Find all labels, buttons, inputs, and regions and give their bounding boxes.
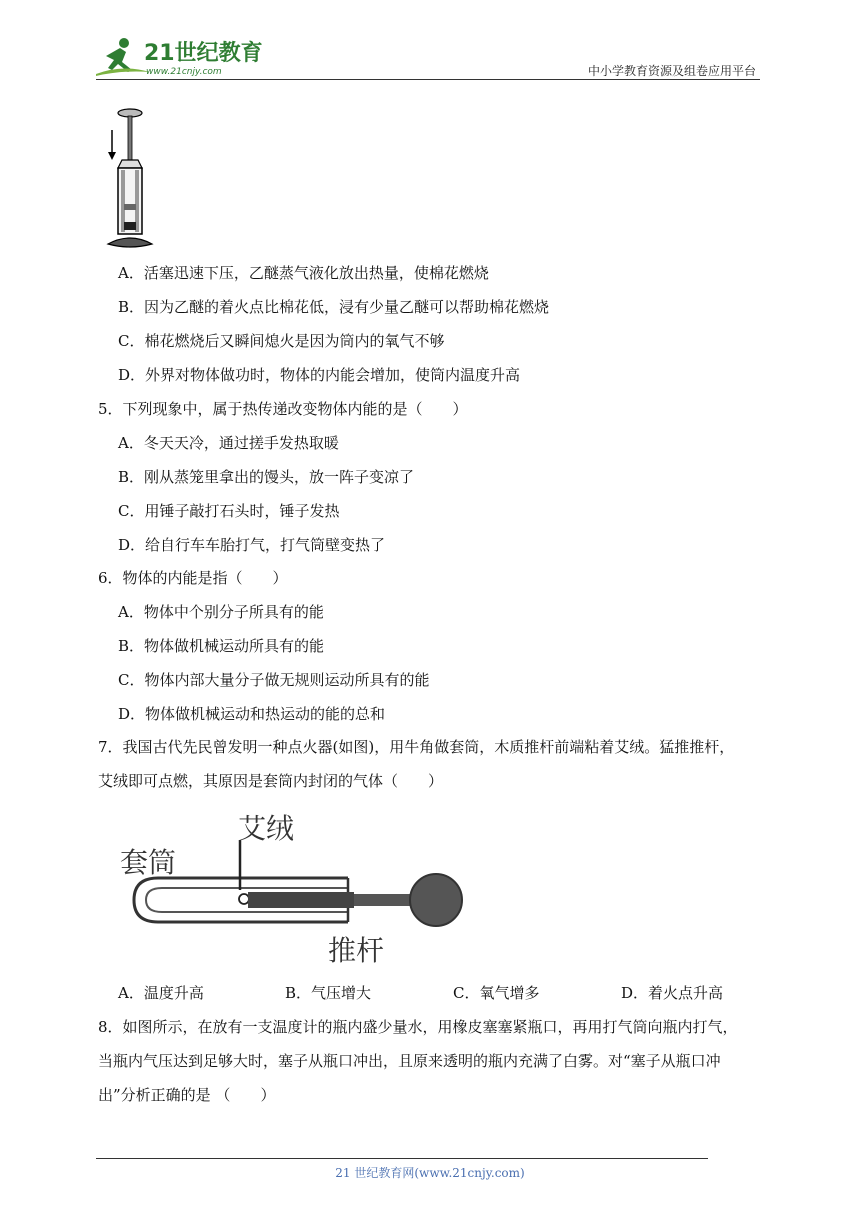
q5-option-c: C．用锤子敲打石头时，锤子发热 — [118, 502, 340, 520]
q5-option-b: B．刚从蒸笼里拿出的馒头，放一阵子变凉了 — [118, 468, 415, 486]
q5-option-a: A．冬天天冷，通过搓手发热取暖 — [118, 434, 339, 452]
q6-option-b: B．物体做机械运动所具有的能 — [118, 637, 325, 655]
q8-stem-line2: 当瓶内气压达到足够大时，塞子从瓶口冲出，且原来透明的瓶内充满了白雾。对“塞子从瓶口冲 — [98, 1052, 721, 1070]
header-divider — [96, 79, 760, 80]
q4-option-a: A．活塞迅速下压，乙醚蒸气液化放出热量，使棉花燃烧 — [118, 264, 489, 282]
q5-option-d: D．给自行车车胎打气，打气筒壁变热了 — [118, 536, 386, 554]
fire-syringe-figure — [100, 104, 160, 254]
label-ai-rong: 艾绒 — [238, 812, 295, 845]
footer-divider — [96, 1158, 708, 1159]
q7-stem-line2: 艾绒即可点燃，其原因是套筒内封闭的气体（ ） — [98, 772, 444, 790]
q7-option-b: B．气压增大 — [285, 984, 372, 1002]
fire-starter-figure — [118, 808, 478, 972]
q7-options — [118, 983, 758, 1005]
q5-stem: 5．下列现象中，属于热传递改变物体内能的是（ ） — [98, 400, 468, 418]
label-tao-tong: 套筒 — [120, 846, 177, 879]
q6-option-d: D．物体做机械运动和热运动的能的总和 — [118, 705, 386, 723]
q7-option-a: A．温度升高 — [118, 984, 204, 1002]
q7-option-d: D．着火点升高 — [621, 984, 724, 1002]
label-tui-gan: 推杆 — [328, 934, 385, 967]
q6-option-c: C．物体内部大量分子做无规则运动所具有的能 — [118, 671, 430, 689]
q6-option-a: A．物体中个别分子所具有的能 — [118, 603, 324, 621]
q7-stem-line1: 7．我国古代先民曾发明一种点火器(如图)，用牛角做套筒，木质推杆前端粘着艾绒。猛推推杆， — [98, 738, 735, 756]
q4-option-c: C．棉花燃烧后又瞬间熄火是因为筒内的氧气不够 — [118, 332, 445, 350]
q4-option-d: D．外界对物体做功时，物体的内能会增加，使筒内温度升高 — [118, 366, 521, 384]
site-logo — [92, 34, 262, 80]
logo-title: 21世纪教育 — [144, 41, 262, 66]
logo-url: www.21cnjy.com — [146, 67, 222, 77]
q7-option-c: C．氧气增多 — [453, 984, 540, 1002]
q4-option-b: B．因为乙醚的着火点比棉花低，浸有少量乙醚可以帮助棉花燃烧 — [118, 298, 550, 316]
q6-stem: 6．物体的内能是指（ ） — [98, 569, 288, 587]
q8-stem-line3: 出”分析正确的是 （ ） — [98, 1086, 276, 1104]
footer-text: 21 世纪教育网(www.21cnjy.com) — [335, 1166, 525, 1180]
platform-name: 中小学教育资源及组卷应用平台 — [587, 64, 756, 78]
q8-stem-line1: 8．如图所示，在放有一支温度计的瓶内盛少量水，用橡皮塞塞紧瓶口，再用打气筒向瓶内打气， — [98, 1018, 738, 1036]
